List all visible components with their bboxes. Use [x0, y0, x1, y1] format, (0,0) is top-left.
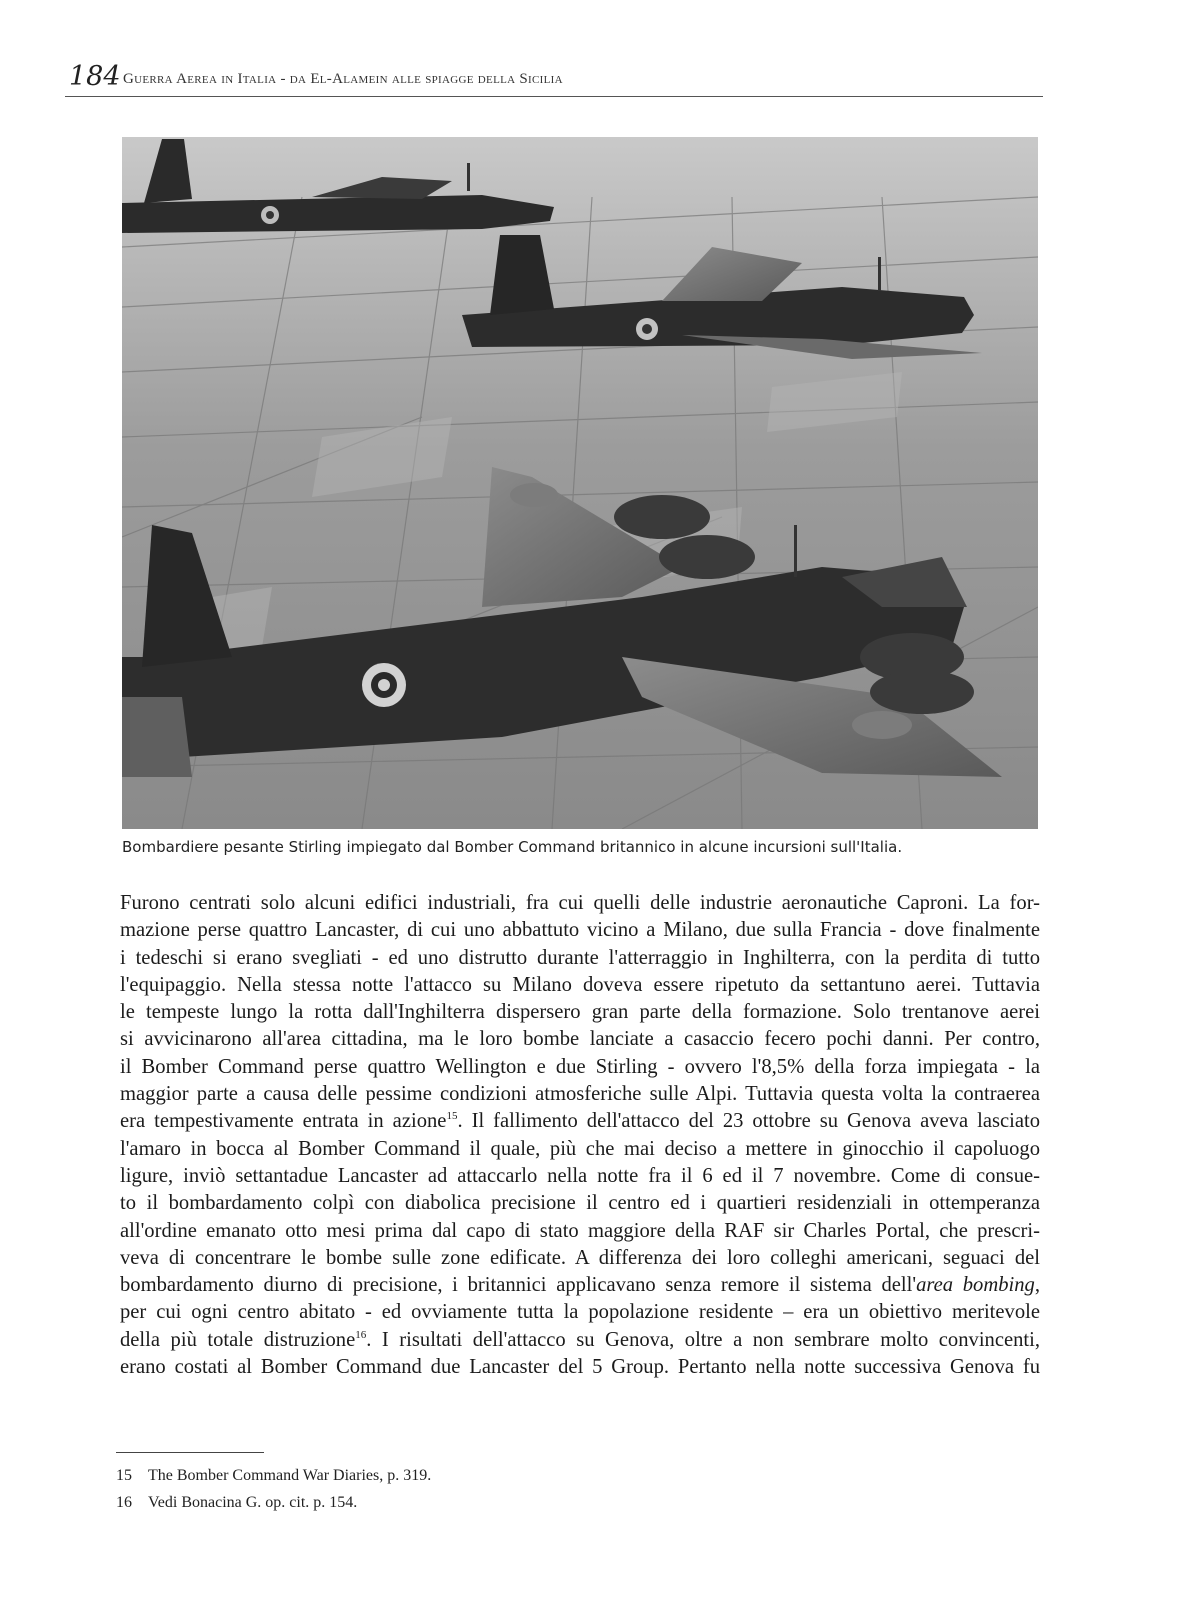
body-line: ligure, inviò settantadue Lancaster ad attaccarlo nella notte fra il 6 ed il 7 novembre. Come di consue-	[120, 1164, 1040, 1187]
body-line: le tempeste lungo la rotta dall'Inghilterra dispersero gran parte della formazione. Solo trentanove aerei	[120, 1001, 1040, 1024]
body-line: all'ordine emanato otto mesi prima dal capo di stato maggiore della RAF sir Charles Portal, che prescri-	[120, 1219, 1040, 1242]
body-line: si avvicinarono all'area cittadina, ma le loro bombe lanciate a casaccio fecero pochi danni. Per contro,	[120, 1028, 1040, 1051]
body-text	[120, 890, 1040, 1381]
body-text-fragment: bombardamento diurno di precisione, i britannici applicavano senza remore il sistema dell'	[120, 1274, 917, 1297]
body-text-fragment: . I risultati dell'attacco su Genova, oltre a non sembrare molto convincenti,	[366, 1328, 1041, 1351]
body-line: erano costati al Bomber Command due Lancaster del 5 Group. Pertanto nella notte successiva Genova fu	[120, 1356, 1040, 1379]
running-title: Guerra Aerea in Italia - da El-Alamein alle spiagge della Sicilia	[123, 71, 563, 87]
page-number: 184	[69, 61, 121, 92]
footnote-number: 15	[116, 1467, 132, 1484]
footnote-ref-16: 16	[355, 1328, 367, 1341]
footnote-number: 16	[116, 1494, 132, 1511]
body-line: l'amaro in bocca al Bomber Command il quale, più che mai deciso a mettere in ginocchio il capoluogo	[120, 1137, 1040, 1160]
body-line: to il bombardamento colpì con diabolica precisione il centro ed i quartieri residenziali in ottemperanza	[120, 1192, 1040, 1215]
footnote-text: Vedi Bonacina G. op. cit. p. 154.	[148, 1494, 358, 1511]
body-line: il Bomber Command perse quattro Wellington e due Stirling - ovvero l'8,5% della forza impiegata - la	[120, 1055, 1040, 1078]
body-line: Furono centrati solo alcuni edifici industriali, fra cui quelli delle industrie aeronautiche Caproni. La for-	[120, 892, 1040, 914]
footnote-divider	[116, 1452, 264, 1453]
footnote-text: The Bomber Command War Diaries, p. 319.	[148, 1467, 432, 1484]
body-line: l'equipaggio. Nella stessa notte l'attacco su Milano doveva essere ripetuto da settantuno aerei. Tuttavia	[120, 973, 1040, 996]
body-line: i tedeschi si erano svegliati - ed uno distrutto durante l'atterraggio in Inghilterra, con la perdita di tutto	[120, 946, 1040, 969]
page-header	[65, 62, 1043, 97]
photo-stirling-bombers	[122, 137, 1038, 829]
body-line: per cui ogni centro abitato - ed ovviamente tutta la popolazione residente – era un obiettivo meritevole	[120, 1301, 1040, 1324]
italic-term: area bombing	[916, 1274, 1035, 1297]
body-line	[120, 1108, 1040, 1135]
body-text-fragment: . Il fallimento dell'attacco del 23 ottobre su Genova aveva lasciato	[457, 1110, 1040, 1133]
body-line	[120, 1327, 1040, 1354]
footnote	[116, 1489, 431, 1516]
footnotes	[116, 1462, 431, 1516]
photo-caption: Bombardiere pesante Stirling impiegato dal Bomber Command britannico in alcune incursioni sull'Italia.	[122, 838, 903, 856]
body-line	[120, 1272, 1040, 1299]
stirling-bombers-photo-icon	[122, 137, 1038, 829]
body-text-fragment: della più totale distruzione	[120, 1328, 356, 1351]
footnote-ref-15: 15	[446, 1110, 458, 1123]
body-line: veva di concentrare le bombe sulle zone edificate. A differenza dei loro colleghi americani, seguaci del	[120, 1246, 1040, 1269]
body-text-fragment: ,	[1034, 1274, 1040, 1297]
body-line: maggior parte a causa delle pessime condizioni atmosferiche sulle Alpi. Tuttavia questa volta la contraerea	[120, 1083, 1040, 1106]
footnote	[116, 1462, 431, 1489]
body-line: mazione perse quattro Lancaster, di cui uno abbattuto vicino a Milano, due sulla Francia - dove finalmente	[120, 919, 1040, 942]
body-text-fragment: era tempestivamente entrata in azione	[120, 1110, 447, 1133]
